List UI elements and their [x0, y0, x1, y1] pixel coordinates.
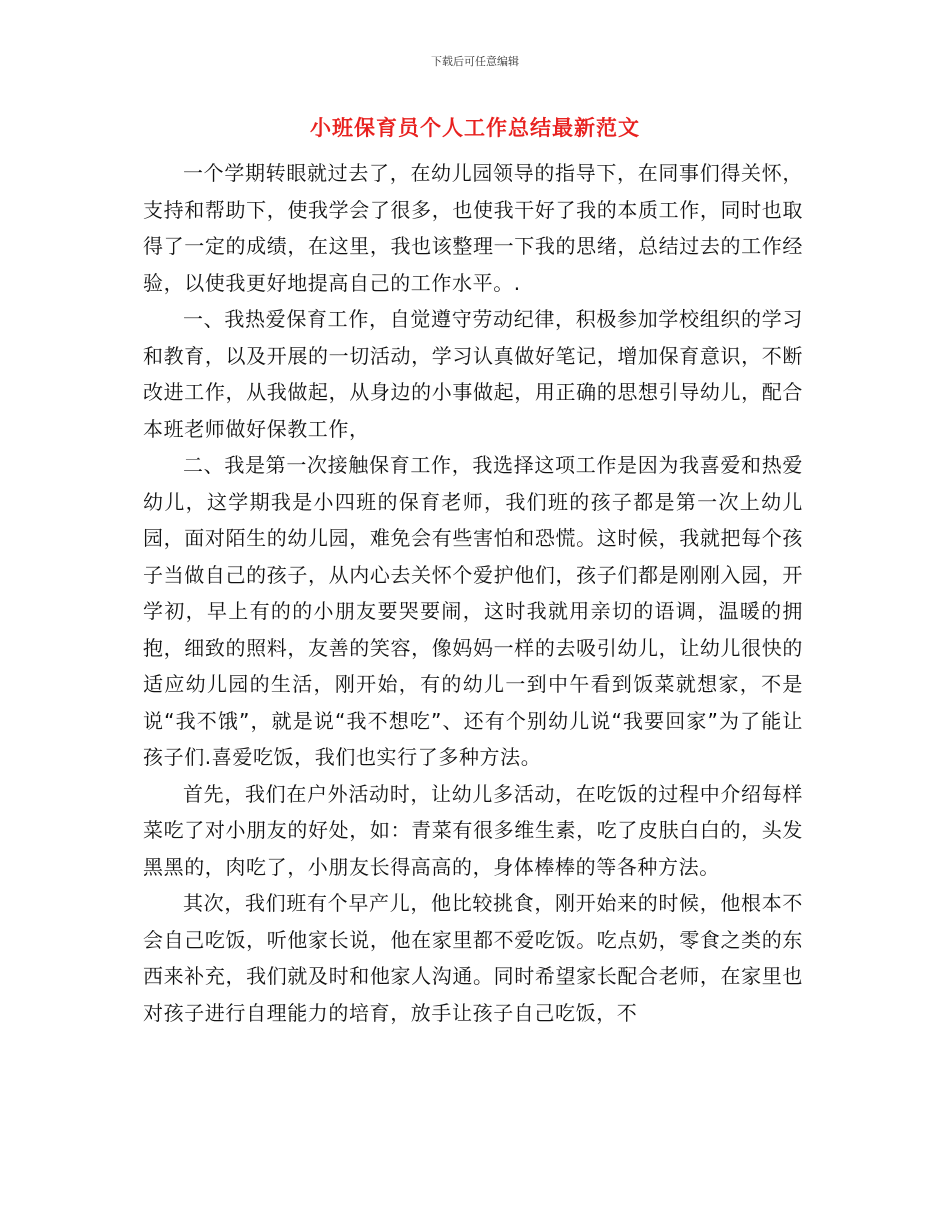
page-header-note: 下载后可任意编辑: [431, 55, 519, 68]
paragraph-intro: 一个学期转眼就过去了，在幼儿园领导的指导下，在同事们得关怀，支持和帮助下，使我学会了很多，也使我干好了我的本质工作，同时也取得了一定的成绩，在这里，我也该整理一下我的思绪，总结过去的工作经验，以使我更好地提高自己的工作水平。.: [143, 161, 803, 295]
paragraph-first: 首先，我们在户外活动时，让幼儿多活动，在吃饭的过程中介绍每样菜吃了对小朋友的好处，如：青菜有很多维生素，吃了皮肤白白的，头发黑黑的，肉吃了，小朋友长得高高的，身体棒棒的等各种方法。: [143, 781, 803, 879]
paragraph-section-2: 二、我是第一次接触保育工作，我选择这项工作是因为我喜爱和热爱幼儿，这学期我是小四班的保育老师，我们班的孩子都是第一次上幼儿园，面对陌生的幼儿园，难免会有些害怕和恐慌。这时候，我就把每个孩子当做自己的孩子，从内心去关怀个爱护他们，孩子们都是刚刚入园，开学初，早上有的的小朋友要哭要闹，这时我就用亲切的语调，温暖的拥抱，细致的照料，友善的笑容，像妈妈一样的去吸引幼儿，让幼儿很快的适应幼儿园的生活，刚开始，有的幼儿一到中午看到饭菜就想家，不是说“我不饿”，就是说“我不想吃”、还有个别幼儿说“我要回家”为了能让孩子们.喜爱吃饭，我们也实行了多种方法。: [143, 453, 803, 769]
document-title: 小班保育员个人工作总结最新范文: [310, 116, 640, 140]
paragraph-second: 其次，我们班有个早产儿，他比较挑食，刚开始来的时候，他根本不会自己吃饭，听他家长说，他在家里都不爱吃饭。吃点奶，零食之类的东西来补充，我们就及时和他家人沟通。同时希望家长配合老师，在家里也对孩子进行自理能力的培育，放手让孩子自己吃饭，不: [143, 891, 803, 1025]
paragraph-section-1: 一、我热爱保育工作，自觉遵守劳动纪律，积极参加学校组织的学习和教育，以及开展的一切活动，学习认真做好笔记，增加保育意识，不断改进工作，从我做起，从身边的小事做起，用正确的思想引导幼儿，配合本班老师做好保教工作，: [143, 307, 803, 441]
document-body: [143, 155, 803, 1031]
